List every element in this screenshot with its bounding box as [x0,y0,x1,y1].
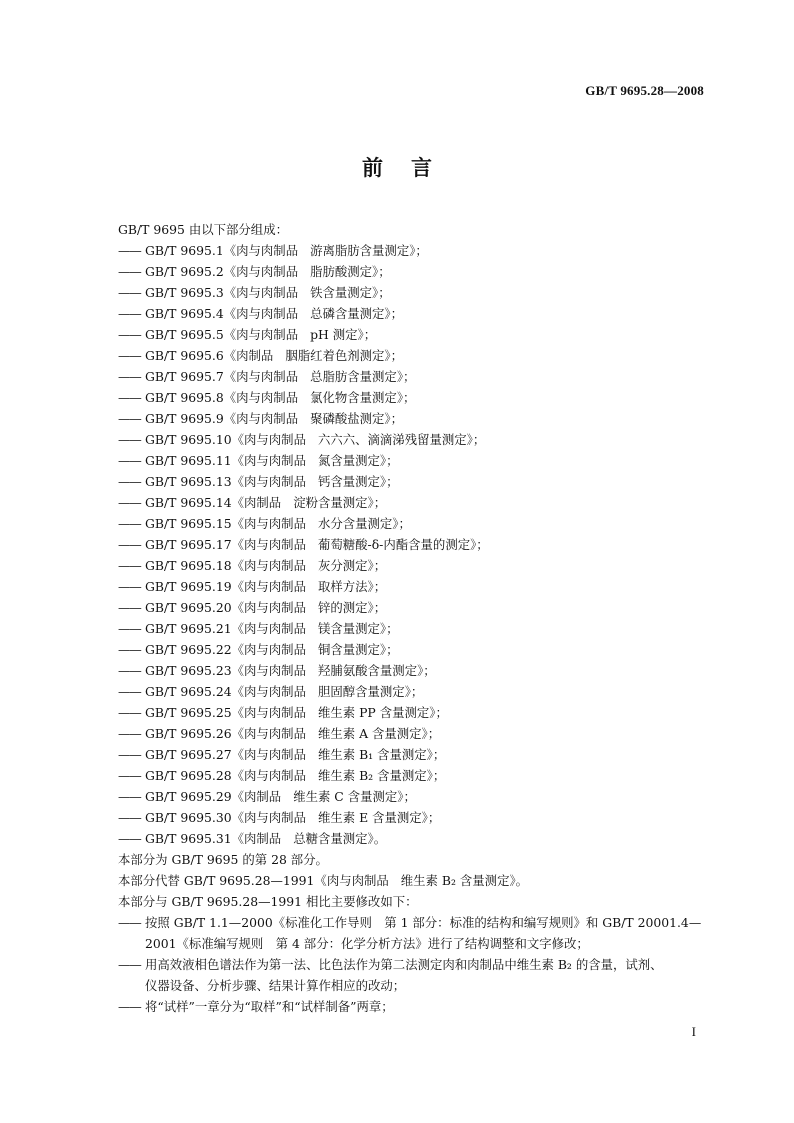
dash-marker: —— [118,432,141,447]
modifications-list [118,912,708,1017]
part-item [118,387,708,408]
part-code: GB/T 9695.9 [145,411,224,426]
dash-marker: —— [118,684,141,699]
part-item [118,576,708,597]
dash-marker: —— [118,915,141,930]
part-name: 总糖含量测定》。 [293,831,387,846]
dash-marker: —— [118,726,141,741]
part-name: 六六六、滴滴涕残留量测定》； [317,432,486,447]
part-item [118,429,708,450]
part-item [118,597,708,618]
part-name: 淀粉含量测定》； [293,495,387,510]
part-code: GB/T 9695.20 [145,600,232,615]
part-name: 胭脂红着色剂测定》； [285,348,404,363]
part-item [118,618,708,639]
modification-text: 用高效液相色谱法作为第一法、比色法作为第二法测定肉和肉制品中维生素 B₂ 的含量，试剂、 [145,957,663,972]
part-name: 总磷含量测定》； [310,306,404,321]
parts-list [118,240,708,849]
part-code: GB/T 9695.21 [145,621,232,636]
part-category: 《肉与肉制品 [231,810,306,825]
part-code: GB/T 9695.15 [145,516,232,531]
dash-marker: —— [118,453,141,468]
part-name: pH 测定》； [310,327,377,342]
part-item [118,534,708,555]
part-name: 胆固醇含量测定》； [317,684,424,699]
part-name: 水分含量测定》； [317,516,411,531]
part-item [118,471,708,492]
page-number: I [691,1024,696,1039]
part-category: 《肉与肉制品 [231,768,306,783]
part-code: GB/T 9695.11 [145,453,232,468]
part-name: 聚磷酸盐测定》； [310,411,404,426]
part-name: 维生素 B₂ 含量测定》； [317,768,446,783]
part-name: 灰分测定》； [317,558,387,573]
part-item [118,639,708,660]
part-item [118,408,708,429]
intro-line: GB/T 9695 由以下部分组成： [118,222,288,237]
modification-text: 将“试样”一章分为“取样”和“试样制备”两章； [145,999,394,1014]
part-item [118,450,708,471]
part-code: GB/T 9695.29 [145,789,232,804]
part-code: GB/T 9695.10 [145,432,232,447]
part-name: 铁含量测定》； [310,285,391,300]
part-item [118,681,708,702]
dash-marker: —— [118,579,141,594]
part-of-statement: 本部分为 GB/T 9695 的第 28 部分。 [118,852,328,867]
part-item [118,744,708,765]
part-item [118,240,708,261]
dash-marker: —— [118,831,141,846]
dash-marker: —— [118,327,141,342]
part-code: GB/T 9695.6 [145,348,224,363]
part-category: 《肉与肉制品 [223,327,299,342]
part-item [118,261,708,282]
part-code: GB/T 9695.30 [145,810,232,825]
part-category: 《肉与肉制品 [231,705,306,720]
modification-text: 按照 GB/T 1.1—2000《标准化工作导则 第 1 部分：标准的结构和编写规则》和 GB/T 20001.4— [145,915,702,930]
part-code: GB/T 9695.22 [145,642,232,657]
part-name: 维生素 B₁ 含量测定》； [317,747,446,762]
part-category: 《肉制品 [223,348,274,363]
part-category: 《肉与肉制品 [223,243,299,258]
part-category: 《肉与肉制品 [231,663,306,678]
part-category: 《肉与肉制品 [231,747,306,762]
part-category: 《肉与肉制品 [231,642,306,657]
dash-marker: —— [118,558,141,573]
part-code: GB/T 9695.5 [145,327,224,342]
part-code: GB/T 9695.4 [145,306,224,321]
replaces-statement [118,870,708,891]
part-name: 脂肪酸测定》； [310,264,391,279]
part-name: 钙含量测定》； [317,474,399,489]
part-name: 维生素 C 含量测定》； [293,789,416,804]
modification-item [118,912,708,933]
dash-marker: —— [118,747,141,762]
part-category: 《肉与肉制品 [231,621,306,636]
part-code: GB/T 9695.26 [145,726,232,741]
part-code: GB/T 9695.2 [145,264,224,279]
part-code: GB/T 9695.19 [145,579,232,594]
part-category: 《肉与肉制品 [223,369,299,384]
dash-marker: —— [118,537,141,552]
dash-marker: —— [118,705,141,720]
part-category: 《肉与肉制品 [231,579,306,594]
dash-marker: —— [118,390,141,405]
part-name: 羟脯氨酸含量测定》； [317,663,436,678]
dash-marker: —— [118,264,141,279]
part-category: 《肉与肉制品 [231,558,306,573]
part-item [118,513,708,534]
part-category: 《肉与肉制品 [223,306,299,321]
dash-marker: —— [118,768,141,783]
part-item [118,366,708,387]
part-item [118,303,708,324]
part-category: 《肉与肉制品 [223,411,299,426]
part-code: GB/T 9695.24 [145,684,232,699]
part-category: 《肉制品 [231,789,282,804]
document-body [118,219,708,1017]
part-name: 维生素 E 含量测定》； [317,810,441,825]
part-item [118,555,708,576]
page-title: 前言 [362,156,460,180]
dash-marker: —— [118,789,141,804]
part-item [118,345,708,366]
dash-marker: —— [118,642,141,657]
dash-marker: —— [118,516,141,531]
part-name: 氮含量测定》； [317,453,399,468]
part-name: 葡萄糖酸-δ-内酯含量的测定》； [317,537,489,552]
part-item [118,324,708,345]
part-name: 镁含量测定》； [317,621,399,636]
part-code: GB/T 9695.14 [145,495,232,510]
part-code: GB/T 9695.18 [145,558,232,573]
dash-marker: —— [118,369,141,384]
part-item [118,660,708,681]
modification-item [118,954,708,975]
part-name: 游离脂肪含量测定》； [310,243,428,258]
part-item [118,702,708,723]
part-category: 《肉与肉制品 [231,432,306,447]
standard-code: GB/T 9695.28—2008 [585,83,704,98]
part-category: 《肉与肉制品 [223,285,299,300]
part-code: GB/T 9695.31 [145,831,232,846]
part-category: 《肉与肉制品 [231,726,306,741]
part-item [118,492,708,513]
part-name: 维生素 A 含量测定》； [317,726,441,741]
part-name: 总脂肪含量测定》； [310,369,416,384]
dash-marker: —— [118,306,141,321]
part-item [118,765,708,786]
replaces-suffix: 维生素 B₂ 含量测定》。 [400,873,529,888]
part-name: 氯化物含量测定》； [310,390,416,405]
dash-marker: —— [118,285,141,300]
part-code: GB/T 9695.17 [145,537,232,552]
part-category: 《肉与肉制品 [231,474,306,489]
part-category: 《肉与肉制品 [231,600,306,615]
part-category: 《肉制品 [231,495,282,510]
dash-marker: —— [118,243,141,258]
dash-marker: —— [118,810,141,825]
modification-item [118,996,708,1017]
dash-marker: —— [118,495,141,510]
dash-marker: —— [118,957,141,972]
dash-marker: —— [118,999,141,1014]
part-name: 锌的测定》； [317,600,387,615]
dash-marker: —— [118,474,141,489]
part-code: GB/T 9695.8 [145,390,224,405]
part-code: GB/T 9695.25 [145,705,232,720]
part-category: 《肉与肉制品 [223,264,299,279]
part-code: GB/T 9695.13 [145,474,232,489]
modification-continuation: 2001《标准编写规则 第 4 部分：化学分析方法》进行了结构调整和文字修改； [145,936,589,951]
part-category: 《肉与肉制品 [223,390,299,405]
dash-marker: —— [118,348,141,363]
part-category: 《肉与肉制品 [231,537,306,552]
replaces-prefix: 本部分代替 GB/T 9695.28—1991《肉与肉制品 [118,873,389,888]
part-code: GB/T 9695.3 [145,285,224,300]
part-category: 《肉与肉制品 [231,453,306,468]
part-name: 取样方法》； [317,579,387,594]
part-code: GB/T 9695.28 [145,768,232,783]
part-category: 《肉制品 [231,831,282,846]
part-code: GB/T 9695.23 [145,663,232,678]
dash-marker: —— [118,600,141,615]
part-item [118,828,708,849]
part-item [118,723,708,744]
part-code: GB/T 9695.1 [145,243,224,258]
part-category: 《肉与肉制品 [231,516,306,531]
part-item [118,786,708,807]
part-item [118,807,708,828]
dash-marker: —— [118,621,141,636]
dash-marker: —— [118,663,141,678]
part-item [118,282,708,303]
modification-continuation: 仪器设备、分析步骤、结果计算作相应的改动； [145,978,406,993]
part-category: 《肉与肉制品 [231,684,306,699]
changes-intro: 本部分与 GB/T 9695.28—1991 相比主要修改如下： [118,894,418,909]
part-code: GB/T 9695.7 [145,369,224,384]
part-name: 维生素 PP 含量测定》； [317,705,448,720]
part-name: 铜含量测定》； [317,642,399,657]
dash-marker: —— [118,411,141,426]
part-code: GB/T 9695.27 [145,747,232,762]
